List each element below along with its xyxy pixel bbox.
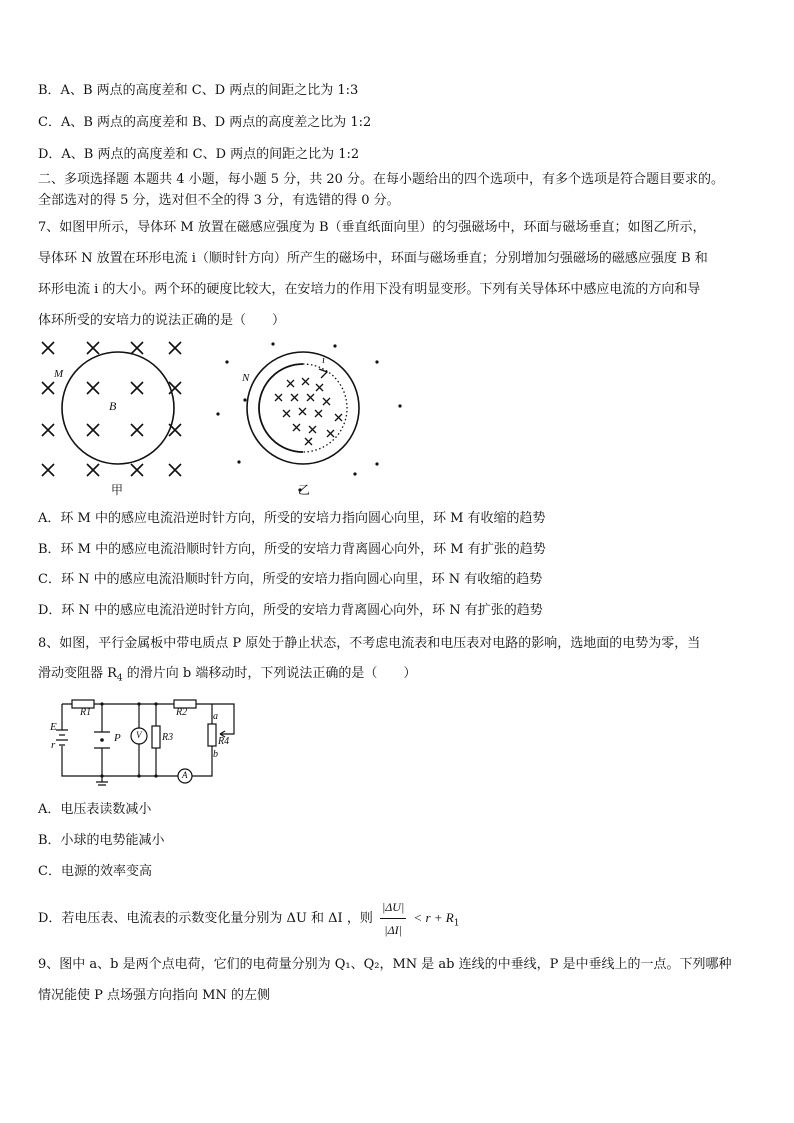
circuit-label-r3: R3 [162, 732, 174, 743]
q8-stem-1: 8、如图，平行金属板中带电质点 P 原处于静止状态，不考虑电流表和电压表对电路的影响，选地面的电势为零，当 [38, 636, 701, 651]
label-m: M [54, 368, 64, 380]
circuit-label-r2: R2 [176, 707, 188, 718]
circuit-label-b-end: b [213, 749, 218, 760]
inner-cross-marks [275, 378, 342, 445]
field-dots [216, 342, 401, 491]
q7-stem-3: 环形电流 i 的大小。两个环的硬度比较大，在安培力的作用下没有明显变形。下列有关导体环中感应电流的方向和导 [38, 282, 701, 297]
q8-option-a: A．电压表读数减小 [38, 802, 152, 817]
circuit-label-v: V [136, 730, 142, 740]
charged-particle-p [100, 738, 104, 742]
q6-option-d: D．A、B 两点的高度差和 C、D 两点的间距之比为 1:2 [38, 147, 360, 162]
q7-stem-1: 7、如图甲所示，导体环 M 放置在磁感应强度为 B（垂直纸面向里）的匀强磁场中，环面与磁场垂直；如图乙所示， [38, 220, 706, 235]
q7-option-a: A．环 M 中的感应电流沿逆时针方向，所受的安培力指向圆心向里，环 M 有收缩的趋势 [38, 511, 546, 526]
q8-option-c: C．电源的效率变高 [38, 864, 152, 879]
ring-m [62, 352, 174, 464]
section-2-heading-cont: 全部选对的得 5 分，选对但不全的得 3 分，有选错的得 0 分。 [38, 193, 400, 208]
q8-option-d: D．若电压表、电流表的示数变化量分别为 ΔU 和 ΔI ，则 $\frac{|\Delta U|}{|\Delta I|}$ < $r + R_1$ [38, 896, 459, 941]
q7-stem-2: 导体环 N 放置在环形电流 i（顺时针方向）所产生的磁场中，环面与磁场垂直；分别增加匀强磁场的磁感应强度 B 和 [38, 251, 708, 266]
q6-option-b: B．A、B 两点的高度差和 C、D 两点的间距之比为 1:3 [38, 83, 359, 98]
circuit-label-r4: R4 [218, 736, 230, 747]
section-2-heading: 二、多项选择题 本题共 4 小题，每小题 5 分，共 20 分。在每小题给出的四个选项中，有多个选项是符合题目要求的。 [38, 172, 725, 187]
circuit-diagram [46, 694, 246, 788]
figure-yi [205, 338, 415, 498]
q9-stem-2: 情况能使 P 点场强方向指向 MN 的左侧 [38, 988, 270, 1003]
label-b: B [109, 399, 117, 413]
ring-n [247, 352, 359, 464]
rheostat-r4 [208, 724, 216, 746]
circuit-label-a-end: a [213, 711, 218, 722]
circuit-label-p: P [114, 732, 121, 744]
circuit-label-e: E [50, 721, 57, 733]
label-n: N [242, 372, 250, 384]
q7-stem-4: 体环所受的安培力的说法正确的是（ ） [38, 313, 286, 328]
q7-option-c: C．环 N 中的感应电流沿顺时针方向，所受的安培力指向圆心向里，环 N 有收缩的趋势 [38, 572, 543, 587]
circuit-label-a: A [182, 770, 188, 780]
current-loop-solid [259, 364, 303, 452]
figure-jia [36, 338, 196, 498]
q8-option-b: B．小球的电势能减小 [38, 833, 165, 848]
delta-ratio-fraction: $\frac{|\Delta U|}{|\Delta I|}$ [380, 896, 406, 941]
circuit-label-r1: R1 [80, 707, 92, 718]
current-loop-dotted [303, 364, 347, 452]
q6-option-c: C．A、B 两点的高度差和 B、D 两点的高度差之比为 1:2 [38, 115, 372, 130]
battery-icon [56, 730, 68, 745]
circuit-label-r: r [51, 739, 56, 751]
resistor-r3 [152, 726, 160, 748]
q7-option-b: B．环 M 中的感应电流沿顺时针方向，所受的安培力背离圆心向外，环 M 有扩张的趋势 [38, 542, 546, 557]
current-arrow-icon [319, 369, 327, 378]
q9-stem-1: 9、图中 a、b 是两个点电荷，它们的电荷量分别为 Q₁、Q₂，MN 是 ab 连线的中垂线，P 是中垂线上的一点。下列哪种 [38, 957, 732, 972]
q8-stem-2: 滑动变阻器 $R_4$ 的滑片向 b 端移动时，下列说法正确的是（ ） [38, 666, 417, 684]
q7-option-d: D．环 N 中的感应电流沿逆时针方向，所受的安培力背离圆心向外，环 N 有扩张的趋势 [38, 603, 543, 618]
caption-jia: 甲 [111, 483, 124, 497]
label-i: i [322, 354, 326, 366]
caption-yi: 乙 [298, 483, 311, 497]
